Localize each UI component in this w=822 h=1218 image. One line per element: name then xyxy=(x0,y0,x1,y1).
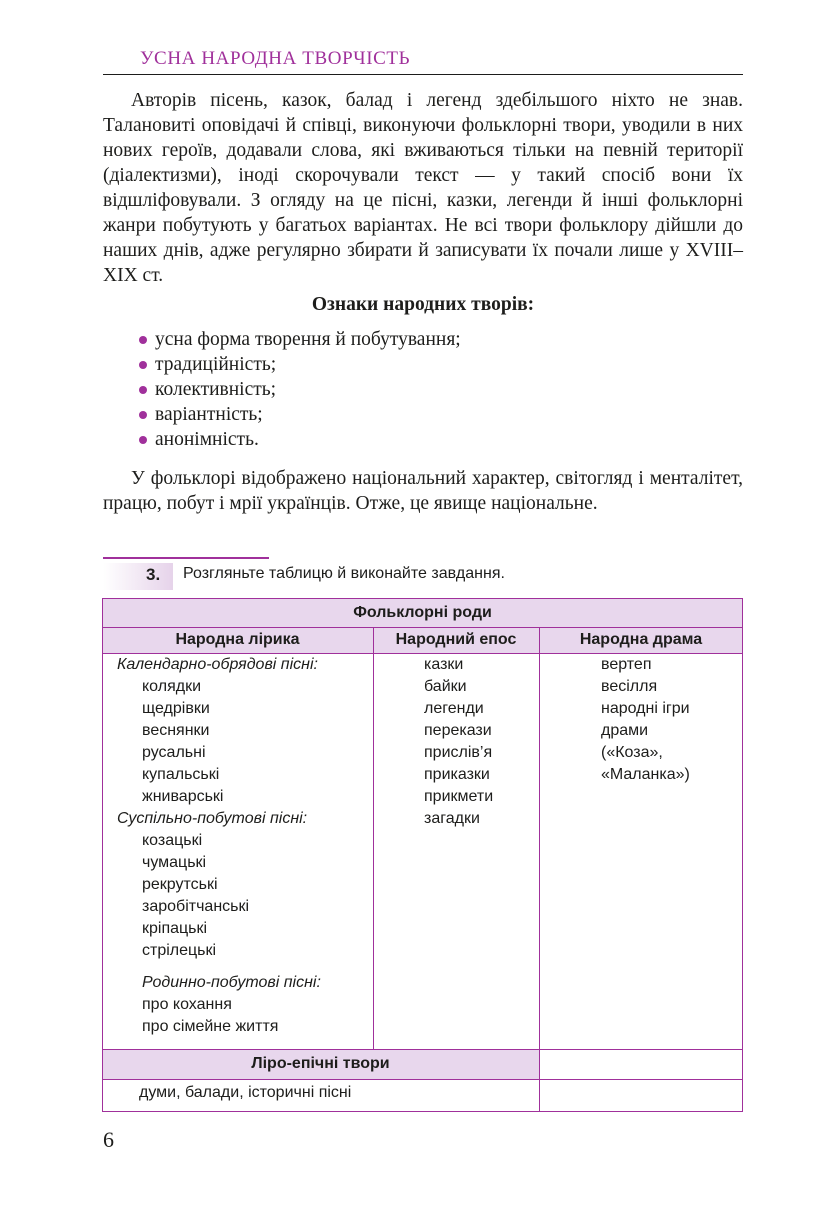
column-header-drama: Народна драма xyxy=(539,627,743,653)
task-number: 3. xyxy=(146,565,161,584)
table-title: Фольклорні роди xyxy=(102,598,743,627)
list-item: веснянки xyxy=(142,722,210,739)
list-item: весілля xyxy=(601,678,658,695)
list-item: щедрівки xyxy=(142,700,210,717)
page-number: 6 xyxy=(103,1127,114,1152)
bullet-icon xyxy=(139,436,147,444)
table-divider xyxy=(102,627,743,628)
list-item: вертеп xyxy=(601,656,652,673)
list-item: прикмети xyxy=(424,788,494,805)
category-calendar: Календарно-обрядові пісні: xyxy=(117,656,318,673)
list-item: русальні xyxy=(142,744,206,761)
list-item: про сімейне життя xyxy=(142,1018,279,1035)
table-divider xyxy=(102,1079,743,1080)
category-family: Родинно-побутові пісні: xyxy=(142,974,321,991)
list-item: анонімність. xyxy=(137,427,461,452)
list-item: заробітчанські xyxy=(142,898,250,915)
conclusion-paragraph-text: У фольклорі відображено національний характер, світогляд і менталітет, працю, побут і мрії українців. Отже, це явище національне. xyxy=(103,468,743,514)
list-item: перекази xyxy=(424,722,492,739)
table-divider xyxy=(373,627,374,1049)
intro-paragraph xyxy=(103,88,743,288)
table-divider xyxy=(102,653,743,654)
folklore-table xyxy=(102,598,743,1112)
list-item: драми xyxy=(601,722,649,739)
column-header-epic: Народний епос xyxy=(373,627,539,653)
list-item: легенди xyxy=(424,700,484,717)
bullet-icon xyxy=(139,336,147,344)
list-item: усна форма творення й побутування; xyxy=(137,327,461,352)
list-item: чумацькі xyxy=(142,854,207,871)
bullet-icon xyxy=(139,386,147,394)
list-item: рекрутські xyxy=(142,876,218,893)
list-item: про кохання xyxy=(142,996,232,1013)
list-item: традиційність; xyxy=(137,352,461,377)
task-rule xyxy=(103,557,269,559)
list-item: байки xyxy=(424,678,467,695)
list-item: прислів’я xyxy=(424,744,493,761)
lyro-epic-items: думи, балади, історичні пісні xyxy=(139,1084,352,1101)
column-header-lyric: Народна лірика xyxy=(102,627,373,653)
list-item: козацькі xyxy=(142,832,203,849)
features-title: Ознаки народних творів: xyxy=(311,294,535,315)
conclusion-paragraph xyxy=(103,466,743,516)
task-text: Розгляньте таблицю й виконайте завдання. xyxy=(183,565,505,582)
list-item: кріпацькі xyxy=(142,920,208,937)
table-divider xyxy=(102,1049,743,1050)
list-item: жниварські xyxy=(142,788,224,805)
section-header: УСНА НАРОДНА ТВОРЧІСТЬ xyxy=(140,48,411,69)
lyro-epic-header: Ліро-епічні твори xyxy=(102,1049,539,1079)
list-item: загадки xyxy=(424,810,480,827)
intro-paragraph-text: Авторів пісень, казок, балад і легенд здебільшого ніхто не знав. Талановиті оповідачі й співці, виконуючи фольклорні твори, уводили в них нових героїв, додавали слова, які вживаються тільки на певній території (діалектизми), іноді скорочували текст — у такий спосіб вони їх відшліфовували. З огляду на це пісні, казки, легенди й інші фольклорні жанри побутують у багатьох варіантах. Не всі твори фольклору дійшли до наших днів, адже регулярно збирати й записувати їх почали лише у XVIII–XIX ст. xyxy=(103,90,743,286)
list-item: варіантність; xyxy=(137,402,461,427)
list-item: приказки xyxy=(424,766,490,783)
list-item: колядки xyxy=(142,678,201,695)
table-border xyxy=(102,598,743,1112)
bullet-icon xyxy=(139,361,147,369)
list-item: казки xyxy=(424,656,464,673)
list-item: колективність; xyxy=(137,377,461,402)
list-item: («Коза», xyxy=(601,744,663,761)
list-item: народні ігри xyxy=(601,700,690,717)
header-rule xyxy=(103,74,743,75)
features-list xyxy=(137,327,461,452)
list-item: стрілецькі xyxy=(142,942,217,959)
bullet-icon xyxy=(139,411,147,419)
table-divider xyxy=(539,627,540,1112)
task-number-box xyxy=(103,563,173,590)
list-item: «Маланка») xyxy=(601,766,690,783)
list-item: купальські xyxy=(142,766,220,783)
category-social: Суспільно-побутові пісні: xyxy=(117,810,308,827)
